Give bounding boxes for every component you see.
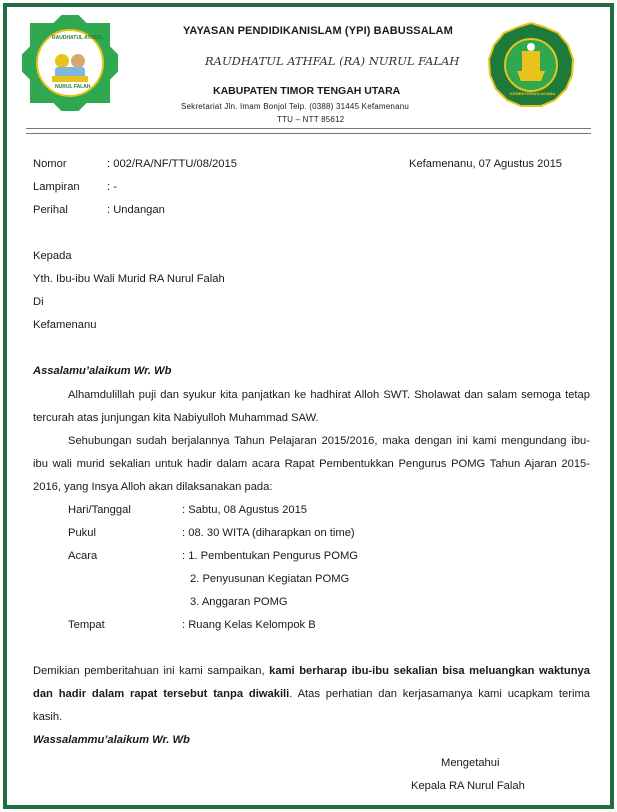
closing-salam: Wassalammu’alaikum Wr. Wb xyxy=(33,734,190,746)
closing-line-1-bold: kami berharap ibu-ibu sekalian bisa meluangkan waktunya xyxy=(269,665,591,677)
school-name: RAUDHATUL ATHFAL (RA) NURUL FALAH xyxy=(205,54,460,68)
closing-line-1-normal: Demikian pemberitahuan ini kami sampaikan, xyxy=(33,665,265,677)
acara-item-2: 2. Penyusunan Kegiatan POMG xyxy=(190,573,350,585)
recipient-line-1: Kepada xyxy=(33,250,72,262)
nomor-label: Nomor xyxy=(33,158,67,170)
logo-right-text: KEMENTERIAN AGAMA xyxy=(510,91,556,96)
foundation-name: YAYASAN PENDIDIKANISLAM (YPI) BABUSSALAM xyxy=(183,25,453,37)
closing-line-2 xyxy=(33,688,590,700)
signatory: Kepala RA Nurul Falah xyxy=(411,780,525,792)
recipient-line-2: Yth. Ibu-ibu Wali Murid RA Nurul Falah xyxy=(33,273,225,285)
perihal-value: : Undangan xyxy=(107,204,165,216)
logo-left-text: RAUDHATUL ATHFAL xyxy=(52,35,104,41)
paragraph-2-line-1: Sehubungan sudah berjalannya Tahun Pelajaran 2015/2016, maka dengan ini kami mengundang ibu- xyxy=(68,435,590,447)
recipient-line-4: Kefamenanu xyxy=(33,319,97,331)
regency-name: KABUPATEN TIMOR TENGAH UTARA xyxy=(213,85,401,97)
closing-line-2-normal: . Atas perhatian dan kerjasamanya kami ucapkam terima xyxy=(289,688,590,700)
tempat-value: : Ruang Kelas Kelompok B xyxy=(182,619,316,631)
paragraph-2-line-3: 2016, yang Insya Alloh akan dilaksanakan pada: xyxy=(33,481,273,493)
logo-left-sub: NURUL FALAH xyxy=(55,84,91,90)
school-logo xyxy=(22,15,118,111)
hari-value: : Sabtu, 08 Agustus 2015 xyxy=(182,504,308,516)
closing-line-3: kasih. xyxy=(33,711,63,723)
pukul-label: Pukul xyxy=(68,527,96,539)
address: Sekretariat Jln. Imam Bonjol Telp. (0388) 31445 Kefamenanu xyxy=(181,102,410,111)
header-rule-bottom xyxy=(26,133,591,134)
greeting: Assalamu’alaikum Wr. Wb xyxy=(33,365,172,377)
recipient-line-3: Di xyxy=(33,296,44,308)
acara-item-3: 3. Anggaran POMG xyxy=(190,596,288,608)
paragraph-2-line-2: ibu wali murid sekalian untuk hadir dalam acara Rapat Pembentukkan Pengurus POMG Tahun Ajaran 2015- xyxy=(33,458,590,470)
perihal-label: Perihal xyxy=(33,204,68,216)
paragraph-1-line-2: tercurah atas junjungan kita Nabiyulloh Muhammad SAW. xyxy=(33,412,319,424)
region: TTU – NTT 85612 xyxy=(277,115,345,124)
acara-item-1: : 1. Pembentukan Pengurus POMG xyxy=(182,550,358,562)
closing-line-2-bold: dan hadir dalam rapat tersebut tanpa diwakili xyxy=(33,688,290,700)
header-rule-top xyxy=(26,128,591,129)
nomor-value: : 002/RA/NF/TTU/08/2015 xyxy=(107,158,237,170)
paragraph-1-line-1: Alhamdulillah puji dan syukur kita panjatkan ke hadhirat Alloh SWT. Sholawat dan salam semoga tetap xyxy=(68,389,590,401)
mengetahui: Mengetahui xyxy=(441,757,500,769)
hari-label: Hari/Tanggal xyxy=(68,504,131,516)
ministry-logo xyxy=(486,20,576,110)
lampiran-label: Lampiran xyxy=(33,181,80,193)
pukul-value: : 08. 30 WITA (diharapkan on time) xyxy=(182,527,355,539)
closing-line-1 xyxy=(33,665,590,677)
lampiran-value: : - xyxy=(107,181,117,193)
acara-label: Acara xyxy=(68,550,98,562)
letter-date: Kefamenanu, 07 Agustus 2015 xyxy=(409,158,563,170)
tempat-label: Tempat xyxy=(68,619,105,631)
